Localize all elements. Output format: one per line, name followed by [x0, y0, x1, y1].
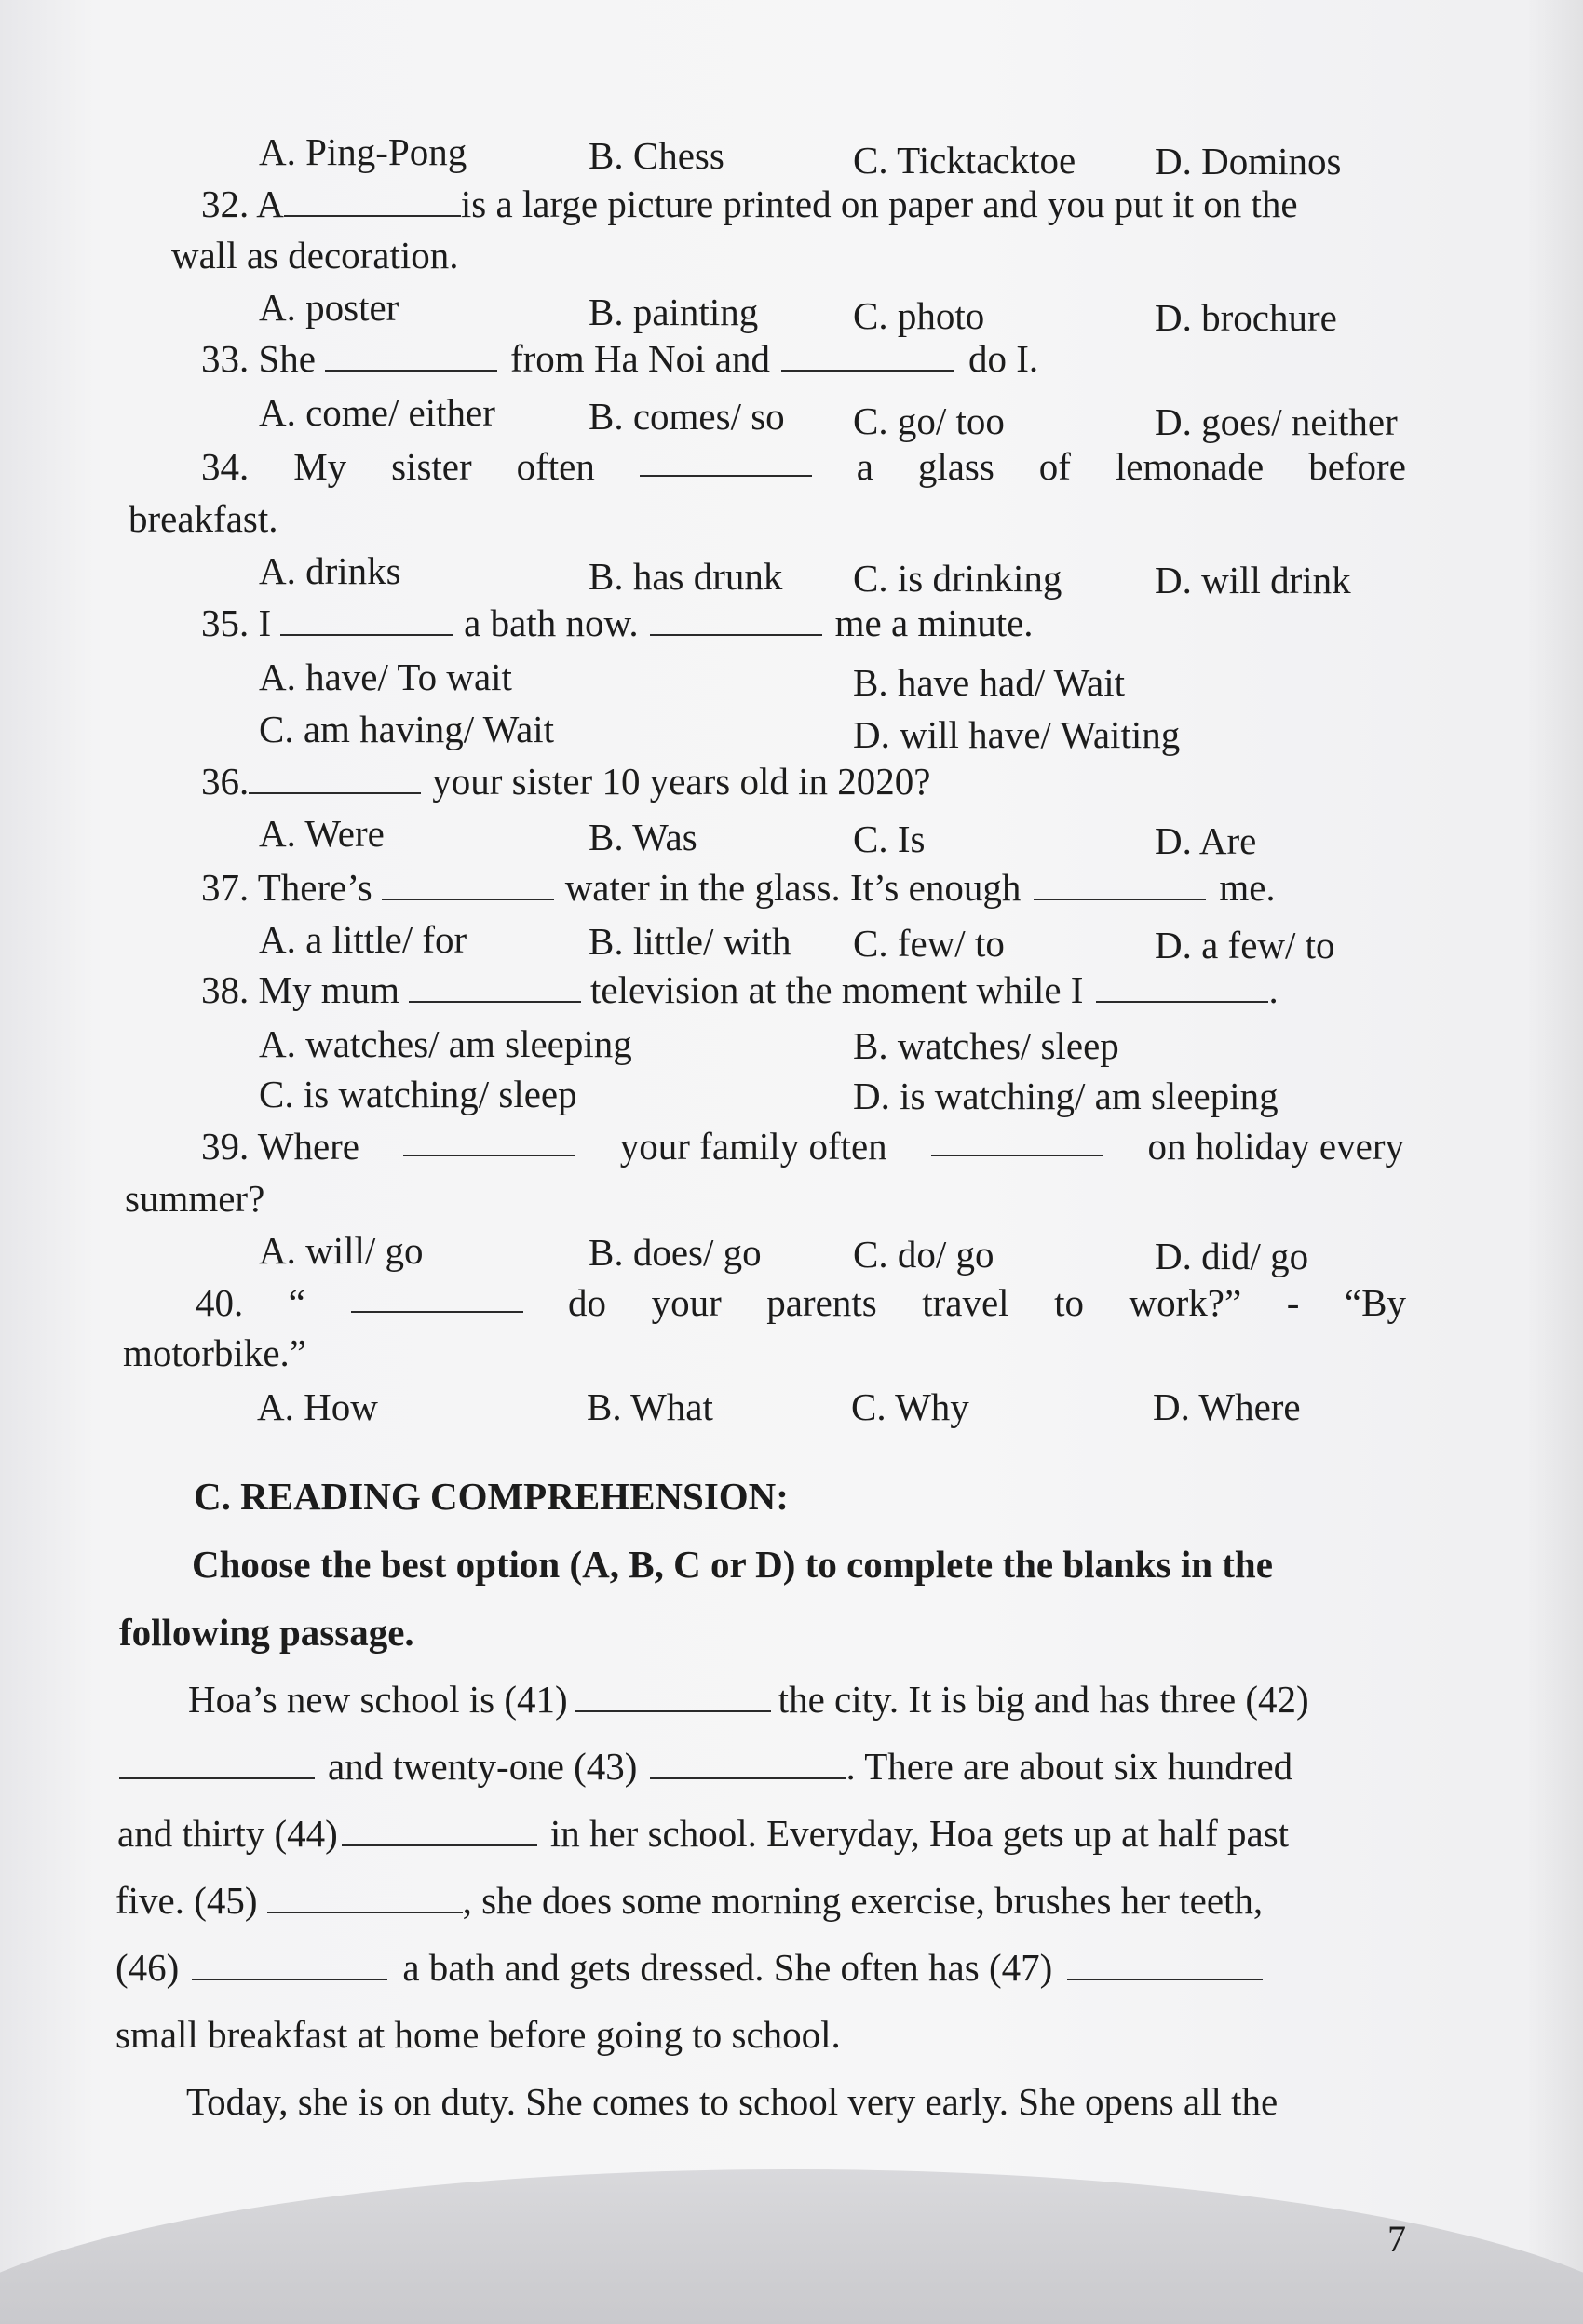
q38-stem	[201, 966, 1279, 1013]
q38-option-d: D. is watching/ am sleeping	[853, 1074, 1279, 1117]
q34-option-b: B. has drunk	[589, 555, 783, 598]
q33-option-a: A. come/ either	[259, 391, 495, 434]
passage-line-1	[188, 1676, 1309, 1723]
q39-option-c: C. do/ go	[853, 1233, 994, 1276]
q34-word: glass	[917, 445, 994, 488]
q35-option-d: D. will have/ Waiting	[853, 713, 1181, 756]
q36-text: your sister 10 years old in 2020?	[432, 760, 931, 803]
passage-line-4	[115, 1877, 1263, 1924]
q34-option-a: A. drinks	[259, 549, 401, 592]
q37-option-d: D. a few/ to	[1155, 924, 1335, 966]
q39-option-b: B. does/ go	[589, 1231, 762, 1274]
q37-text-a: water in the glass. It’s enough	[564, 866, 1022, 909]
q40-word: travel	[922, 1281, 1009, 1324]
q37-number: 37. There’s	[201, 866, 372, 909]
q38-option-c: C. is watching/ sleep	[259, 1073, 577, 1115]
q32-number: 32. A	[201, 182, 284, 225]
passage-text: . There are about six hundred	[846, 1745, 1293, 1788]
q40-word: work?”	[1129, 1281, 1242, 1324]
q37-option-a: A. a little/ for	[259, 918, 467, 961]
q39-option-a: A. will/ go	[259, 1229, 424, 1272]
blank-42	[119, 1746, 315, 1779]
q34-option-c: C. is drinking	[853, 557, 1062, 600]
q37-option-c: C. few/ to	[853, 922, 1005, 965]
q38-text-b: .	[1268, 968, 1279, 1011]
q36-number: 36.	[201, 760, 250, 803]
page-number: 7	[1387, 2218, 1406, 2260]
q40-stem	[196, 1279, 1406, 1326]
blank-47	[1067, 1947, 1263, 1980]
q39-blank-2	[931, 1123, 1103, 1156]
q39-option-d: D. did/ go	[1155, 1235, 1309, 1277]
q31-option-c: C. Ticktacktoe	[853, 139, 1076, 182]
q34-word: sister	[391, 445, 472, 488]
q33-option-b: B. comes/ so	[589, 395, 785, 438]
q38-text-a: television at the moment while I	[590, 968, 1084, 1011]
q33-text-b: do I.	[967, 337, 1039, 380]
q35-option-c: C. am having/ Wait	[259, 708, 555, 750]
q32-stem	[201, 181, 1298, 227]
passage-text: (46)	[115, 1946, 180, 1989]
q34-word: before	[1308, 445, 1406, 488]
q32-stem-cont: wall as decoration.	[171, 234, 459, 277]
q34-blank	[640, 443, 812, 477]
q32-option-a: A. poster	[259, 286, 399, 329]
q33-stem	[201, 335, 1038, 382]
q36-option-c: C. Is	[853, 817, 926, 860]
q40-option-a: A. How	[257, 1385, 378, 1428]
section-c-instruction-cont: following passage.	[119, 1611, 414, 1654]
q39-text: on holiday every	[1147, 1125, 1404, 1168]
q34-stem	[201, 443, 1406, 490]
q36-option-b: B. Was	[589, 816, 697, 858]
q37-blank-1	[382, 867, 554, 900]
q35-text-a: a bath now.	[464, 601, 639, 644]
q35-blank-1	[280, 602, 453, 636]
q39-word: 39. Where	[201, 1125, 360, 1168]
page-bottom-curl	[0, 2169, 1583, 2324]
q33-option-c: C. go/ too	[853, 399, 1005, 442]
q35-option-b: B. have had/ Wait	[853, 661, 1125, 704]
q31-option-a: A. Ping-Pong	[259, 130, 467, 173]
q38-option-b: B. watches/ sleep	[853, 1024, 1119, 1067]
passage-text: the city. It is big and has three (42)	[778, 1678, 1309, 1721]
passage-line-5	[115, 1944, 1263, 1991]
q33-option-d: D. goes/ neither	[1155, 400, 1398, 443]
q35-stem	[201, 600, 1034, 646]
q34-word: My	[293, 445, 347, 488]
q37-blank-2	[1034, 867, 1206, 900]
passage-text: and thirty (44)	[117, 1812, 338, 1855]
q40-word: do	[568, 1281, 607, 1324]
q33-number: 33. She	[201, 337, 316, 380]
q34-word: of	[1038, 445, 1071, 488]
q40-word: parents	[766, 1281, 877, 1324]
passage-line-3	[117, 1810, 1289, 1857]
q33-blank-2	[781, 338, 954, 372]
passage-line-7: Today, she is on duty. She comes to school very early. She opens all the	[186, 2080, 1279, 2123]
q38-blank-2	[1096, 969, 1268, 1003]
section-c-instruction: Choose the best option (A, B, C or D) to complete the blanks in the	[192, 1543, 1273, 1586]
q39-blank-1	[403, 1123, 575, 1156]
q36-option-d: D. Are	[1155, 819, 1257, 862]
q34-word: 34.	[201, 445, 250, 488]
q34-option-d: D. will drink	[1155, 559, 1351, 601]
passage-text: Hoa’s new school is (41)	[188, 1678, 568, 1721]
q34-word: often	[516, 445, 595, 488]
q39-stem-cont: summer?	[125, 1177, 265, 1220]
q40-option-d: D. Where	[1153, 1385, 1301, 1428]
passage-text: five. (45)	[115, 1879, 258, 1922]
q40-word: your	[651, 1281, 722, 1324]
q32-text: is a large picture printed on paper and you put it on the	[460, 182, 1298, 225]
passage-text: in her school. Everyday, Hoa gets up at half past	[549, 1812, 1290, 1855]
passage-text: and twenty-one (43)	[328, 1745, 638, 1788]
q35-blank-2	[650, 602, 822, 636]
q36-stem	[201, 758, 930, 804]
passage-text: , she does some morning exercise, brushes her teeth,	[462, 1879, 1264, 1922]
q32-option-d: D. brochure	[1155, 296, 1337, 339]
q40-stem-cont: motorbike.”	[123, 1331, 306, 1374]
page-edge-shadow	[1527, 0, 1583, 2324]
q33-blank-1	[325, 338, 497, 372]
q40-blank	[351, 1279, 523, 1313]
q40-word: -	[1286, 1281, 1300, 1324]
q37-text-b: me.	[1219, 866, 1276, 909]
q38-blank-1	[409, 969, 581, 1003]
blank-43	[650, 1746, 846, 1779]
blank-44	[342, 1813, 537, 1846]
q36-blank	[249, 761, 421, 794]
q35-number: 35. I	[201, 601, 272, 644]
q40-option-c: C. Why	[851, 1385, 969, 1428]
q34-word: lemonade	[1115, 445, 1265, 488]
q39-stem	[201, 1123, 1404, 1169]
q31-option-b: B. Chess	[589, 134, 724, 177]
q34-word: a	[856, 445, 873, 488]
q32-option-b: B. painting	[589, 290, 759, 333]
q40-word: to	[1054, 1281, 1084, 1324]
q35-text-b: me a minute.	[834, 601, 1034, 644]
q40-word: “By	[1344, 1281, 1406, 1324]
q34-stem-cont: breakfast.	[129, 497, 278, 540]
q31-option-d: D. Dominos	[1155, 140, 1342, 182]
q40-option-b: B. What	[587, 1385, 713, 1428]
passage-text: a bath and gets dressed. She often has (47)	[402, 1946, 1053, 1989]
q35-option-a: A. have/ To wait	[259, 655, 512, 698]
blank-41	[575, 1679, 771, 1712]
q38-number: 38. My mum	[201, 968, 399, 1011]
q40-quote: “	[288, 1281, 305, 1324]
section-c-heading: C. READING COMPREHENSION:	[194, 1475, 789, 1518]
q37-option-b: B. little/ with	[589, 920, 792, 963]
passage-line-6: small breakfast at home before going to school.	[115, 2013, 841, 2056]
q32-blank	[284, 183, 461, 217]
q39-text: your family often	[619, 1125, 887, 1168]
q33-text-a: from Ha Noi and	[510, 337, 770, 380]
q37-stem	[201, 864, 1276, 911]
passage-line-2	[119, 1743, 1292, 1790]
blank-45	[267, 1880, 463, 1913]
q32-option-c: C. photo	[853, 294, 985, 337]
q36-option-a: A. Were	[259, 812, 385, 855]
blank-46	[192, 1947, 387, 1980]
q38-option-a: A. watches/ am sleeping	[259, 1022, 632, 1065]
q40-number: 40.	[196, 1281, 244, 1324]
